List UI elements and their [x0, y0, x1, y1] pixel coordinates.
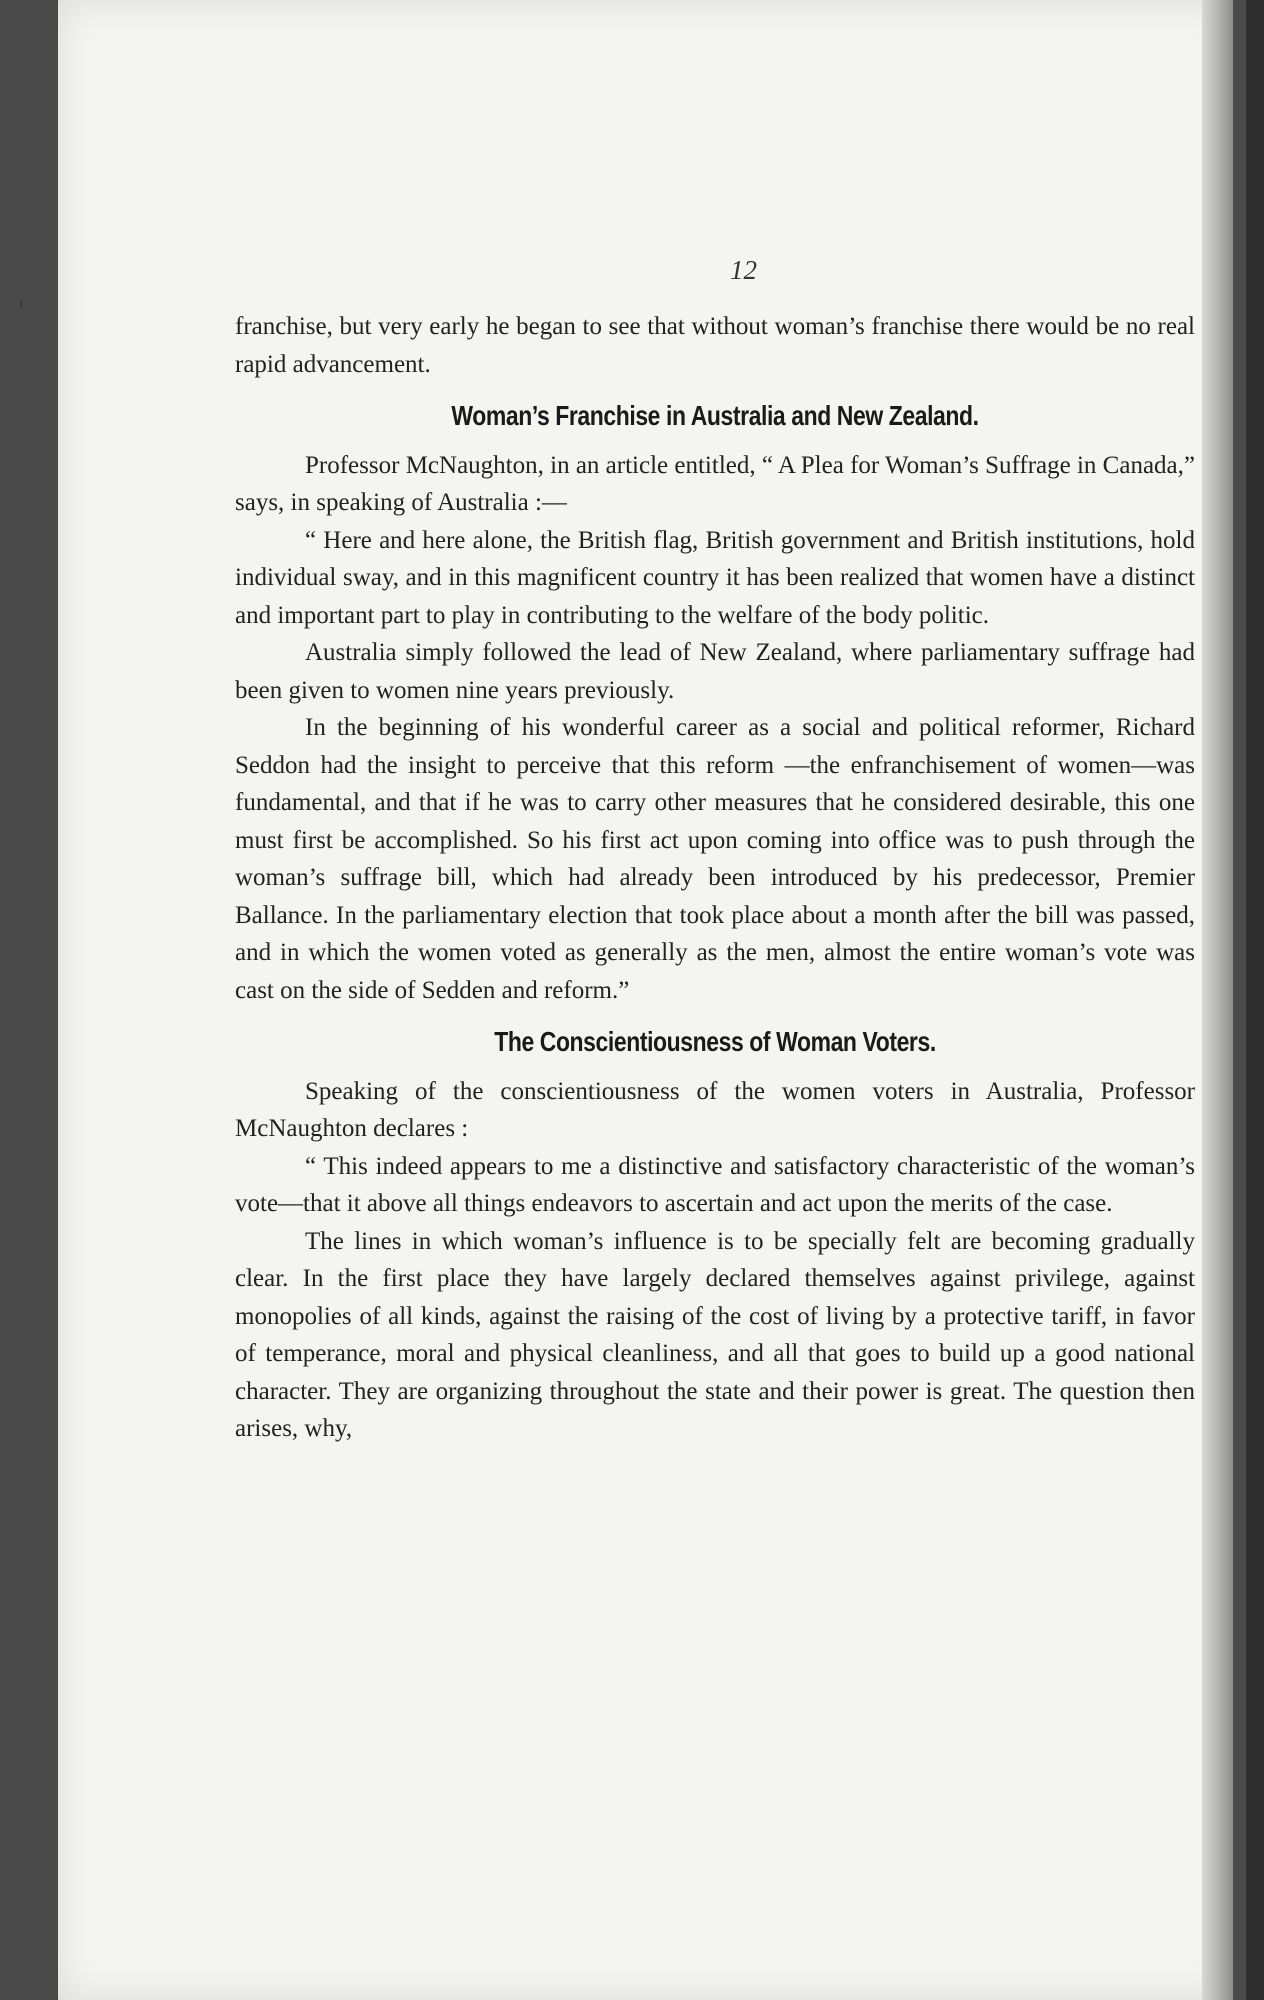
margin-mark: › — [18, 292, 24, 312]
section-heading-conscientiousness: The Conscientiousness of Woman Voters. — [494, 1026, 936, 1057]
scanner-border — [1246, 0, 1264, 2000]
paragraph-seddon: In the beginning of his wonderful career as a social and political reformer, Richard Seddon had the insight to perceive that this reform —the enfranchisement of women—was fundamental, and that if he was to carry other measures that he considered desirable, this one must first be accomplished. So his first act upon coming into office was to push through the woman’s suffrage bill, which had already been introduced by his predecessor, Premier Ballance. In the parliamentary election that took place about a month after the bill was passed, and in which the women voted as generally as the men, almost the entire woman’s vote was cast on the side of Sedden and reform.” — [235, 714, 1195, 1004]
page-edge-shadow — [1202, 0, 1233, 2000]
paragraph-mcnaughton-intro: Professor McNaughton, in an article entitled, “ A Plea for Woman’s Suffrage in Canada,” says, in speaking of Australia :— — [235, 451, 1195, 516]
page-number: 12 — [730, 255, 757, 285]
section-heading-australia: Woman’s Franchise in Australia and New Zealand. — [451, 400, 979, 431]
paragraph-continuation: franchise, but very early he began to see that without woman’s franchise there would be no real rapid advancement. — [235, 313, 1195, 378]
body-text — [235, 308, 1195, 1448]
paragraph-influence-lines: The lines in which woman’s influence is to be specially felt are becoming gradually clear. In the first place they have largely declared themselves against privilege, against monopolies of all kinds, against the raising of the cost of living by a protective tariff, in favor of temperance, moral and physical cleanliness, and all that goes to build up a good national character. They are organizing throughout the state and their power is great. The question then arises, why, — [235, 1227, 1195, 1442]
paragraph-distinctive-quote: “ This indeed appears to me a distinctive and satisfactory characteristic of the woman’s vote—that it above all things endeavors to ascertain and act upon the merits of the case. — [235, 1152, 1195, 1217]
paragraph-new-zealand: Australia simply followed the lead of New Zealand, where parliamentary suffrage had been given to women nine years previously. — [235, 639, 1195, 704]
paragraph-speaking-of: Speaking of the conscientiousness of the women voters in Australia, Professor McNaughton declares : — [235, 1077, 1195, 1142]
paragraph-british-flag-quote: “ Here and here alone, the British flag, British government and British institutions, hold individual sway, and in this magnificent country it has been realized that women have a distinct and important part to play in contributing to the welfare of the body politic. — [235, 526, 1195, 629]
